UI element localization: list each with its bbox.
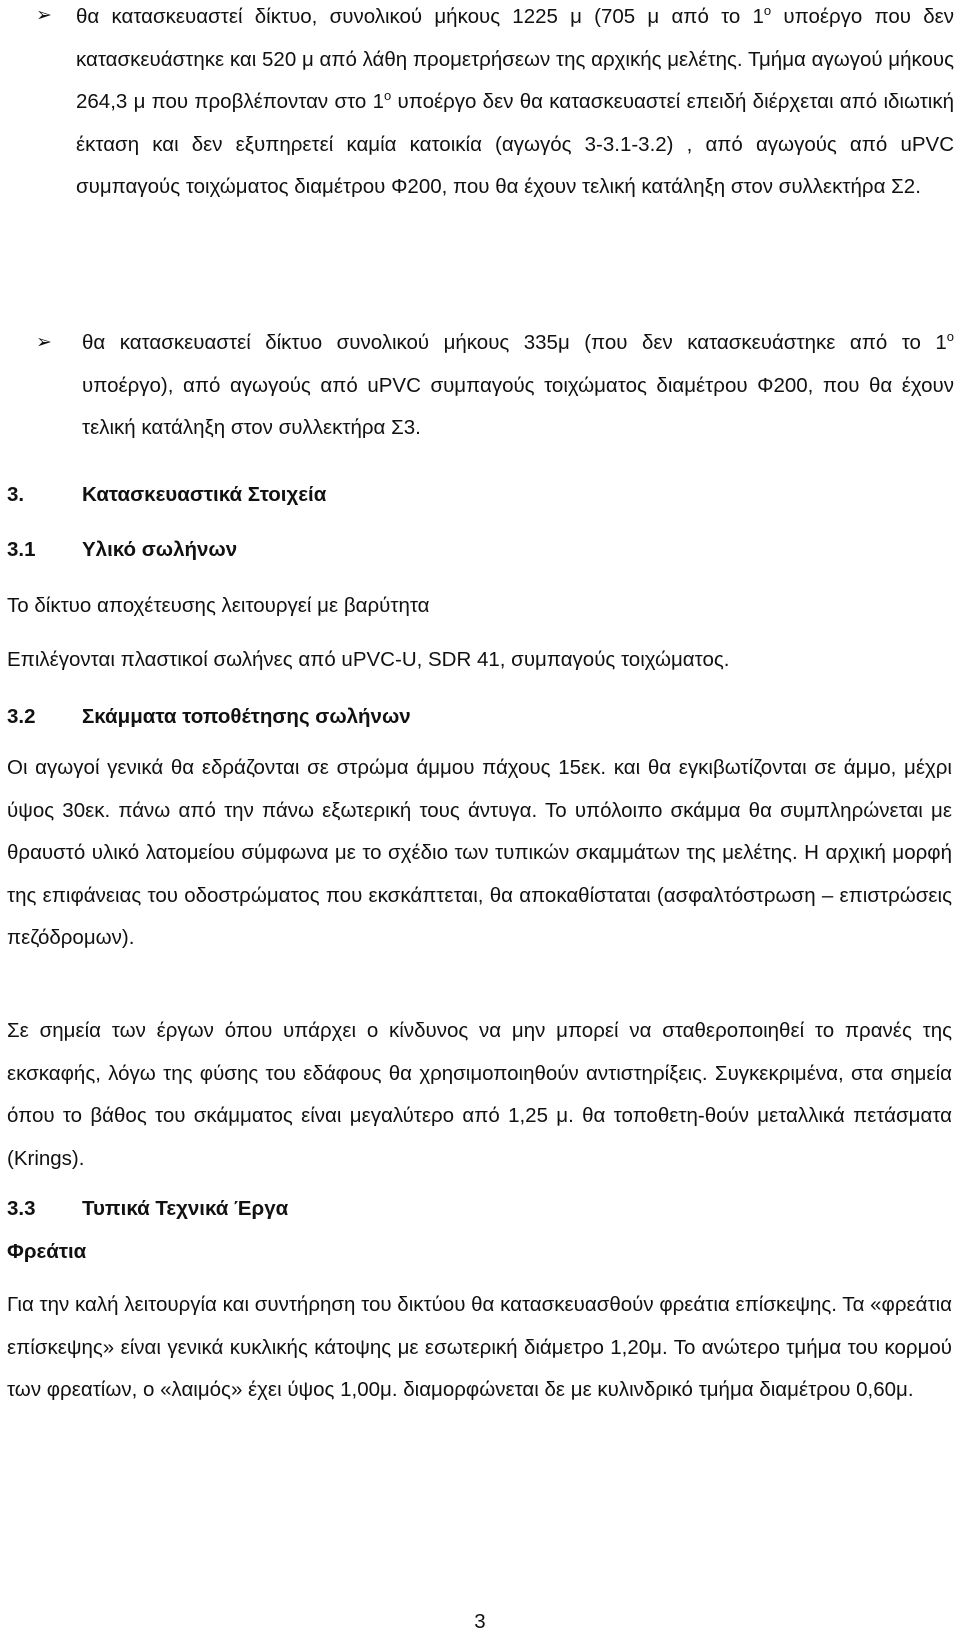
bullet-1-text-b: υποέργο που δεν κατασκευάστηκε και 520 μ από λάθη προμετρήσεων της αρχικής μελέτης. Τμήμα αγωγού μήκους 264,3 μ που προβλέπονταν στο 1 — [76, 5, 955, 113]
section-title: Υλικό σωλήνων — [82, 538, 238, 561]
section-heading-3-3 — [7, 1197, 288, 1221]
paragraph-trenches: Οι αγωγοί γενικά θα εδράζονται σε στρώμα άμμου πάχους 15εκ. και θα εγκιβωτίζονται σε άμμο, μέχρι ύψος 30εκ. πάνω από την πάνω εξωτερική τους άντυγα. Το υπόλοιπο σκάμμα θα συμπληρώνεται με θραυστό υλικό λατομείου σύμφωνα με το σχέδιο των τυπικών σκαμμάτων της μελέτης. Η αρχική μορφή της επιφάνειας του οδοστρώματος που εκσκάπτεται, θα αποκαθίσταται (ασφαλτόστρωση – επιστρώσεις πεζόδρομων). — [7, 756, 952, 949]
bullet-2-text-b: υποέργο), από αγωγούς από uPVC συμπαγούς τοιχώματος διαμέτρου Φ200, που θα έχουν τελική κατάληξη στον συλλεκτήρα Σ3. — [82, 373, 954, 439]
paragraph-supports: Σε σημεία των έργων όπου υπάρχει ο κίνδυνος να μην μπορεί να σταθεροποιηθεί το πρανές της εκσκαφής, λόγω της φύσης του εδάφους θα χρησιμοποιηθούν αντιστηρίξεις. Συγκεκριμένα, στα σημεία όπου το βάθος του σκάμματος είναι μεγαλύτερο από 1,25 μ. θα τοποθετη-θούν μεταλλικά πετάσματα (Krings). — [7, 1019, 952, 1170]
section-number: 3. — [7, 483, 25, 506]
section-title: Σκάμματα τοποθέτησης σωλήνων — [82, 705, 411, 728]
bullet-2-sup-a: ο — [946, 329, 954, 344]
section-heading-3-2 — [7, 705, 411, 729]
bullet-2-text-a: θα κατασκευαστεί δίκτυο συνολικού μήκους 335μ (που δεν κατασκευάστηκε από το 1 — [82, 331, 947, 354]
bullet-1-sup-b: ο — [383, 88, 392, 103]
bullet-1-text-a: θα κατασκευαστεί δίκτυο, συνολικού μήκους 1225 μ (705 μ από το 1 — [76, 5, 764, 28]
section-title: Τυπικά Τεχνικά Έργα — [82, 1197, 289, 1220]
section-heading-3 — [7, 483, 326, 507]
section-heading-3-1 — [7, 538, 237, 562]
bullet-1-sup-a: ο — [763, 3, 772, 18]
paragraph-pipes: Επιλέγονται πλαστικοί σωλήνες από uPVC-U, SDR 41, συμπαγούς τοιχώματος. — [7, 648, 730, 671]
bullet-arrow-icon: ➢ — [36, 332, 52, 353]
subheading-freatia: Φρεάτια — [7, 1240, 87, 1263]
section-number: 3.1 — [7, 538, 36, 561]
bullet-arrow-icon: ➢ — [36, 5, 52, 26]
bullet-item-2 — [82, 322, 954, 450]
bullet-item-1 — [76, 0, 954, 209]
section-number: 3.3 — [7, 1197, 36, 1220]
paragraph-gravity: Το δίκτυο αποχέτευσης λειτουργεί με βαρύτητα — [7, 594, 430, 617]
page-number: 3 — [474, 1610, 486, 1633]
section-number: 3.2 — [7, 705, 36, 728]
paragraph-manholes: Για την καλή λειτουργία και συντήρηση του δικτύου θα κατασκευασθούν φρεάτια επίσκεψης. Τα «φρεάτια επίσκεψης» είναι γενικά κυκλικής κάτοψης με εσωτερική διάμετρο 1,20μ. Το ανώτερο τμήμα του κορμού των φρεατίων, ο «λαιμός» έχει ύψος 1,00μ. διαμορφώνεται δε με κυλινδρικό τμήμα διαμέτρου 0,60μ. — [7, 1293, 952, 1401]
section-title: Κατασκευαστικά Στοιχεία — [82, 483, 327, 506]
bullet-1-text-c: υποέργο δεν θα κατασκευαστεί επειδή διέρχεται από ιδιωτική έκταση και δεν εξυπηρετεί καμία κατοικία (αγωγός 3-3.1-3.2) , από αγωγούς από uPVC συμπαγούς τοιχώματος διαμέτρου Φ200, που θα έχουν τελική κατάληξη στον συλλεκτήρα Σ2. — [76, 90, 955, 198]
